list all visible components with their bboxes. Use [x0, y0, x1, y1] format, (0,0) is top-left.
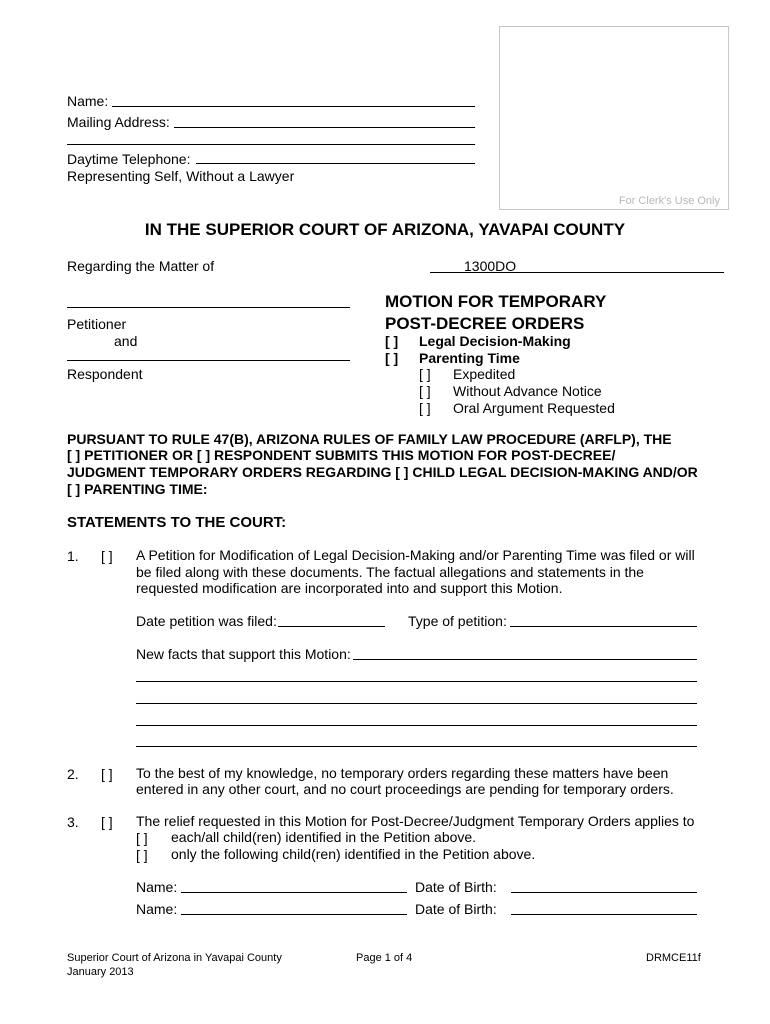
petition-type-field[interactable] — [510, 626, 697, 627]
statements-heading: STATEMENTS TO THE COURT: — [67, 514, 287, 531]
expedited-label: Expedited — [453, 366, 516, 382]
mailing-address-label: Mailing Address: — [67, 114, 170, 130]
pursuant-line3: JUDGMENT TEMPORARY ORDERS REGARDING [ ] CHILD LEGAL DECISION-MAKING AND/OR — [67, 464, 698, 480]
expedited-checkbox[interactable]: [ ] — [419, 366, 431, 382]
name-field[interactable] — [112, 106, 475, 107]
item3-opt1-label: each/all child(ren) identified in the Petition above. — [171, 829, 477, 845]
new-facts-field-3[interactable] — [136, 703, 697, 704]
phone-field[interactable] — [196, 163, 475, 164]
pursuant-line4: [ ] PARENTING TIME: — [67, 481, 208, 497]
name-label: Name: — [67, 93, 109, 109]
oral-argument-label: Oral Argument Requested — [453, 400, 615, 416]
child1-name-label: Name: — [136, 879, 178, 895]
item3-opt1-checkbox[interactable]: [ ] — [136, 830, 148, 846]
case-number-field[interactable] — [430, 272, 724, 273]
child2-name-label: Name: — [136, 901, 178, 917]
footer-court: Superior Court of Arizona in Yavapai County — [67, 952, 282, 964]
without-notice-label: Without Advance Notice — [453, 383, 602, 399]
child1-name-field[interactable] — [181, 892, 407, 893]
new-facts-field-2[interactable] — [136, 681, 697, 682]
footer-form-code: DRMCE11f — [646, 952, 701, 964]
footer-date: January 2013 — [67, 966, 134, 978]
child2-dob-label: Date of Birth: — [415, 901, 497, 917]
new-facts-field-1[interactable] — [353, 659, 697, 660]
phone-label: Daytime Telephone: — [67, 151, 191, 167]
child1-dob-label: Date of Birth: — [415, 879, 497, 895]
court-title: IN THE SUPERIOR COURT OF ARIZONA, YAVAPAI COUNTY — [144, 220, 626, 239]
motion-title-line2: POST-DECREE ORDERS — [385, 314, 585, 333]
new-facts-field-4[interactable] — [136, 725, 697, 726]
and-label: and — [114, 333, 138, 349]
oral-argument-checkbox[interactable]: [ ] — [419, 400, 431, 416]
child2-name-field[interactable] — [181, 914, 407, 915]
petition-type-label: Type of petition: — [408, 613, 507, 629]
motion-title-line1: MOTION FOR TEMPORARY — [385, 292, 607, 311]
mailing-address-field[interactable] — [174, 127, 475, 128]
legal-decision-checkbox[interactable]: [ ] — [385, 333, 399, 349]
item3-opt2-checkbox[interactable]: [ ] — [136, 847, 148, 863]
item2-line2: entered in any other court, and no court proceedings are pending for temporary orders. — [136, 781, 674, 797]
footer-page-number: Page 1 of 4 — [356, 952, 413, 964]
date-filed-field[interactable] — [278, 626, 385, 627]
respondent-field[interactable] — [67, 360, 350, 361]
date-filed-label: Date petition was filed: — [136, 613, 277, 629]
item1-line3: requested modification are incorporated into and support this Motion. — [136, 580, 563, 596]
item1-line1: A Petition for Modification of Legal Decision-Making and/or Parenting Time was filed or will — [136, 547, 695, 563]
pursuant-line2: [ ] PETITIONER OR [ ] RESPONDENT SUBMITS THIS MOTION FOR POST-DECREE/ — [67, 447, 616, 463]
item3-checkbox[interactable]: [ ] — [101, 814, 113, 830]
respondent-label: Respondent — [67, 366, 143, 382]
without-notice-checkbox[interactable]: [ ] — [419, 383, 431, 399]
new-facts-label: New facts that support this Motion: — [136, 646, 351, 662]
item1-number: 1. — [67, 548, 79, 564]
mailing-address-field-2[interactable] — [67, 144, 475, 145]
clerk-use-label: For Clerk's Use Only — [618, 195, 720, 207]
case-number: 1300DO — [464, 258, 517, 274]
child2-dob-field[interactable] — [511, 914, 697, 915]
representing-text: Representing Self, Without a Lawyer — [67, 168, 295, 184]
legal-decision-label: Legal Decision-Making — [419, 333, 571, 349]
new-facts-field-5[interactable] — [136, 746, 697, 747]
item2-number: 2. — [67, 766, 79, 782]
item1-checkbox[interactable]: [ ] — [101, 548, 113, 564]
parenting-time-label: Parenting Time — [419, 350, 520, 366]
item1-line2: be filed along with these documents. The factual allegations and statements in the — [136, 564, 644, 580]
regarding-label: Regarding the Matter of — [67, 258, 215, 274]
item3-line1: The relief requested in this Motion for Post-Decree/Judgment Temporary Orders applies to — [136, 813, 695, 829]
petitioner-label: Petitioner — [67, 316, 127, 332]
parenting-time-checkbox[interactable]: [ ] — [385, 350, 399, 366]
clerk-use-box — [499, 26, 729, 210]
item2-checkbox[interactable]: [ ] — [101, 766, 113, 782]
petitioner-field[interactable] — [67, 307, 350, 308]
pursuant-line1: PURSUANT TO RULE 47(B), ARIZONA RULES OF FAMILY LAW PROCEDURE (ARFLP), THE — [67, 431, 672, 447]
child1-dob-field[interactable] — [511, 892, 697, 893]
item2-line1: To the best of my knowledge, no temporary orders regarding these matters have been — [136, 765, 669, 781]
item3-opt2-label: only the following child(ren) identified in the Petition above. — [171, 846, 536, 862]
item3-number: 3. — [67, 814, 79, 830]
